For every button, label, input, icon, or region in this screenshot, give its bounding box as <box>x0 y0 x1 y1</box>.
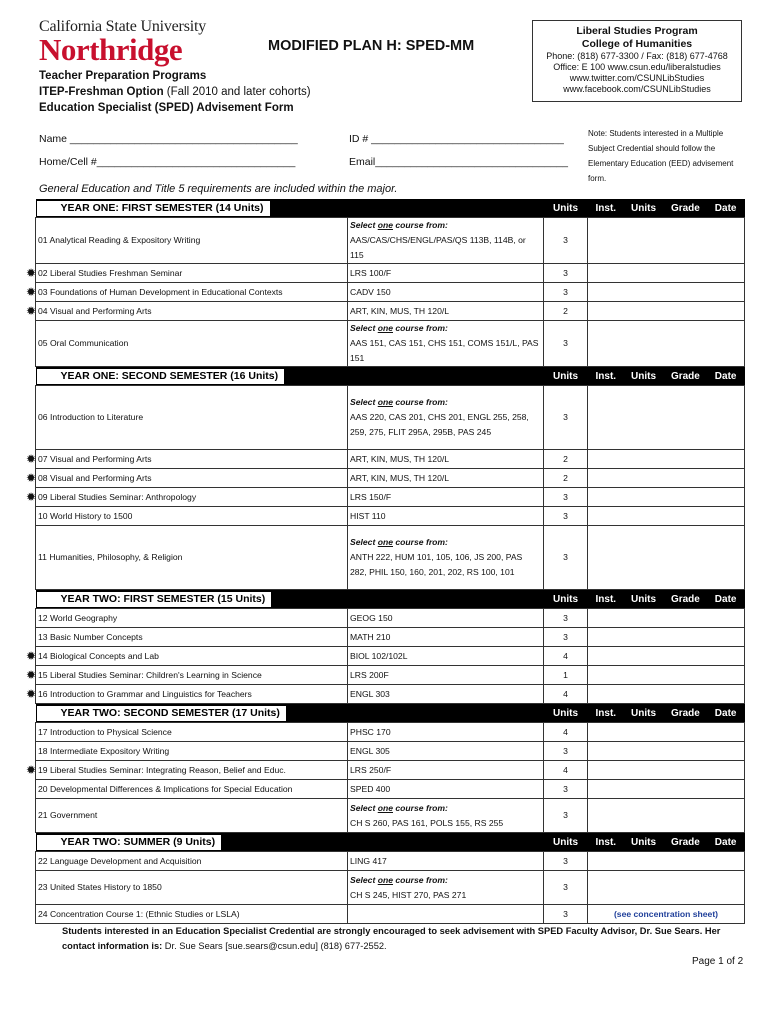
course-area-name: Analytical Reading & Expository Writing <box>49 235 201 245</box>
course-options <box>348 685 544 704</box>
course-number: 23 <box>38 882 48 892</box>
course-options <box>348 647 544 666</box>
units-value: 4 <box>544 761 588 780</box>
record-cell[interactable] <box>588 871 745 905</box>
course-options <box>348 386 544 450</box>
course-options <box>348 905 544 924</box>
units-value: 3 <box>544 321 588 367</box>
course-options <box>348 526 544 590</box>
table-row <box>36 647 745 666</box>
course-list: ART, KIN, MUS, TH 120/L <box>350 453 450 464</box>
inst-header: Inst. <box>595 370 617 382</box>
course-area-name: Visual and Performing Arts <box>49 305 152 316</box>
units-value: 2 <box>544 469 588 488</box>
course-area-name: Basic Number Concepts <box>49 631 143 642</box>
table-row <box>36 386 745 450</box>
course-number: 01 <box>38 235 48 245</box>
units2-header: Units <box>631 707 656 719</box>
units-header: Units <box>544 367 588 386</box>
program-info-box <box>532 20 742 102</box>
course-list: AAS 220, CAS 201, CHS 201, ENGL 255, 258, 259, 275, FLIT 295A, 295B, PAS 245 <box>350 412 529 437</box>
course-number: 04 <box>38 305 48 316</box>
units-value: 3 <box>544 488 588 507</box>
required-star-icon: ✹ <box>26 489 37 504</box>
course-options <box>348 283 544 302</box>
record-cell[interactable] <box>588 647 745 666</box>
record-cell[interactable] <box>588 666 745 685</box>
course-list: LRS 250/F <box>350 764 392 775</box>
required-star-icon: ✹ <box>26 648 37 663</box>
semester-header <box>36 199 745 218</box>
eed-note: Note: Students interested in a Multiple Subject Credential should follow the Elementary Education (EED) advisement form. <box>588 129 734 183</box>
course-plan-table <box>26 199 745 924</box>
record-cell[interactable] <box>588 218 745 264</box>
course-number: 09 <box>38 491 48 502</box>
units-value: 3 <box>544 799 588 833</box>
units-value: 2 <box>544 450 588 469</box>
table-row <box>36 450 745 469</box>
table-row <box>36 469 745 488</box>
course-number: 06 <box>38 412 48 422</box>
table-row <box>36 852 745 871</box>
date-header: Date <box>714 707 737 719</box>
course-number: 11 <box>38 552 47 562</box>
table-row <box>36 526 745 590</box>
semester-header <box>36 704 745 723</box>
course-area-name: Visual and Performing Arts <box>49 472 152 483</box>
units-value: 4 <box>544 685 588 704</box>
course-area-name: Liberal Studies Seminar: Anthropology <box>49 491 197 502</box>
record-cell[interactable] <box>588 488 745 507</box>
course-number: 20 <box>38 783 48 794</box>
course-options <box>348 871 544 905</box>
course-area-name: Foundations of Human Development in Educational Contexts <box>49 286 283 297</box>
course-options <box>348 609 544 628</box>
course-area-name: Oral Communication <box>49 338 129 348</box>
units-value: 3 <box>544 628 588 647</box>
units2-header: Units <box>631 202 656 214</box>
course-number: 03 <box>38 286 48 297</box>
units-value: 3 <box>544 283 588 302</box>
cohorts: (Fall 2010 and later cohorts) <box>163 86 311 98</box>
units2-header: Units <box>631 370 656 382</box>
record-cell[interactable] <box>588 852 745 871</box>
course-area-name: Intermediate Expository Writing <box>49 745 170 756</box>
units-value: 3 <box>544 386 588 450</box>
select-one-label: Select one course from: <box>350 220 448 230</box>
table-row <box>36 742 745 761</box>
course-area-name: Liberal Studies Freshman Seminar <box>49 267 183 278</box>
college-name: College of Humanities <box>581 38 693 50</box>
grade-header: Grade <box>670 202 700 214</box>
plan-title: MODIFIED PLAN H: SPED-MM <box>268 38 475 54</box>
record-cell[interactable] <box>588 450 745 469</box>
table-row <box>36 871 745 905</box>
required-star-icon: ✹ <box>26 667 37 682</box>
record-cell[interactable] <box>588 628 745 647</box>
units-value: 3 <box>544 780 588 799</box>
program-name: Liberal Studies Program <box>576 25 698 37</box>
semester-title: YEAR TWO: FIRST SEMESTER (15 Units) <box>36 591 273 608</box>
course-area-name: Liberal Studies Seminar: Children's Learning in Science <box>49 669 262 680</box>
course-number: 21 <box>38 810 48 820</box>
advisor-contact: Dr. Sue Sears [sue.sears@csun.edu] (818) 677-2552. <box>162 941 387 951</box>
record-cell[interactable] <box>588 283 745 302</box>
required-star-icon: ✹ <box>26 686 37 701</box>
course-options <box>348 264 544 283</box>
record-cell[interactable] <box>588 723 745 742</box>
program-line-2 <box>39 86 311 98</box>
date-header: Date <box>714 593 737 605</box>
facebook-link[interactable]: www.facebook.com/CSUNLibStudies <box>563 84 711 94</box>
course-options <box>348 302 544 321</box>
university-name: California State University <box>39 18 207 35</box>
table-row <box>36 609 745 628</box>
course-number: 02 <box>38 267 48 278</box>
table-row <box>36 302 745 321</box>
course-number: 12 <box>38 612 48 623</box>
course-list: GEOG 150 <box>350 612 393 623</box>
course-list: AAS 151, CAS 151, CHS 151, COMS 151/L, PAS 151 <box>350 338 539 363</box>
course-number: 16 <box>38 688 48 699</box>
table-row <box>36 799 745 833</box>
table-row <box>36 218 745 264</box>
course-number: 22 <box>38 855 48 866</box>
course-options <box>348 488 544 507</box>
units2-header: Units <box>631 593 656 605</box>
units-value: 3 <box>544 526 588 590</box>
course-options <box>348 321 544 367</box>
units-header: Units <box>544 704 588 723</box>
course-options <box>348 507 544 526</box>
course-options <box>348 742 544 761</box>
required-star-icon: ✹ <box>26 451 37 466</box>
units-value: 3 <box>544 905 588 924</box>
required-star-icon: ✹ <box>26 762 37 777</box>
course-list: CH S 245, HIST 270, PAS 271 <box>350 889 467 900</box>
record-cell[interactable] <box>588 780 745 799</box>
inst-header: Inst. <box>595 707 617 719</box>
units-value: 1 <box>544 666 588 685</box>
course-area-name: Biological Concepts and Lab <box>49 650 159 661</box>
gened-note: General Education and Title 5 requirements are included within the major. <box>39 183 398 195</box>
course-area-name: Introduction to Physical Science <box>49 726 172 737</box>
table-row <box>36 283 745 302</box>
course-list: CADV 150 <box>350 286 391 297</box>
itep-option: ITEP-Freshman Option <box>39 86 164 98</box>
units-value: 3 <box>544 852 588 871</box>
course-area-name: Language Development and Acquisition <box>49 855 202 866</box>
record-cell[interactable] <box>588 469 745 488</box>
inst-header: Inst. <box>595 593 617 605</box>
campus-logo: Northridge <box>39 32 183 67</box>
units-value: 3 <box>544 507 588 526</box>
select-one-label: Select one course from: <box>350 537 448 547</box>
home-cell-field[interactable]: Home/Cell #__________________________________ <box>39 156 296 168</box>
course-options <box>348 852 544 871</box>
course-number: 14 <box>38 650 48 661</box>
units-value: 3 <box>544 218 588 264</box>
course-area-name: Concentration Course 1: (Ethnic Studies or LSLA) <box>49 908 240 919</box>
program-line-1: Teacher Preparation Programs <box>39 70 207 82</box>
table-row <box>36 488 745 507</box>
select-one-label: Select one course from: <box>350 874 448 885</box>
record-cell[interactable] <box>588 264 745 283</box>
page-number: Page 1 of 2 <box>692 956 744 967</box>
course-list: LRS 150/F <box>350 491 392 502</box>
concentration-sheet-note: (see concentration sheet) <box>588 905 745 924</box>
course-list: LRS 100/F <box>350 267 392 278</box>
table-row <box>36 685 745 704</box>
select-one-label: Select one course from: <box>350 802 448 813</box>
course-list: ART, KIN, MUS, TH 120/L <box>350 472 450 483</box>
required-star-icon: ✹ <box>26 265 37 280</box>
course-area-name: World Geography <box>49 612 118 623</box>
table-row <box>36 780 745 799</box>
course-list: HIST 110 <box>350 510 386 521</box>
course-area-name: United States History to 1850 <box>49 882 162 892</box>
course-number: 05 <box>38 338 48 348</box>
course-list: ANTH 222, HUM 101, 105, 106, JS 200, PAS 282, PHIL 150, 160, 201, 202, RS 100, 101 <box>350 552 523 577</box>
course-options <box>348 218 544 264</box>
units-value: 3 <box>544 742 588 761</box>
course-area-name: Liberal Studies Seminar: Integrating Reason, Belief and Educ. <box>49 764 286 775</box>
course-number: 19 <box>38 764 48 775</box>
semester-title: YEAR TWO: SECOND SEMESTER (17 Units) <box>36 705 287 722</box>
course-list: ENGL 305 <box>350 745 390 756</box>
office-website: Office: E 100 www.csun.edu/liberalstudies <box>553 62 721 72</box>
required-star-icon: ✹ <box>26 284 37 299</box>
course-list: AAS/CAS/CHS/ENGL/PAS/QS 113B, 114B, or 115 <box>350 235 526 260</box>
semester-title: YEAR ONE: SECOND SEMESTER (16 Units) <box>36 368 286 385</box>
course-options <box>348 780 544 799</box>
select-one-label: Select one course from: <box>350 323 448 333</box>
table-row <box>36 723 745 742</box>
course-number: 07 <box>38 453 48 464</box>
course-area-name: World History to 1500 <box>49 510 133 521</box>
id-field[interactable]: ID # _________________________________ <box>349 133 564 145</box>
course-number: 13 <box>38 631 48 642</box>
table-row <box>36 628 745 647</box>
course-number: 18 <box>38 745 48 756</box>
course-list: MATH 210 <box>350 631 391 642</box>
units-value: 2 <box>544 302 588 321</box>
units-header: Units <box>544 833 588 852</box>
record-cell[interactable] <box>588 526 745 590</box>
record-cell[interactable] <box>588 799 745 833</box>
units-value: 3 <box>544 264 588 283</box>
course-list: BIOL 102/102L <box>350 650 408 661</box>
grade-header: Grade <box>670 836 700 848</box>
inst-header: Inst. <box>595 202 617 214</box>
units-value: 3 <box>544 609 588 628</box>
grade-header: Grade <box>670 370 700 382</box>
course-number: 10 <box>38 510 48 521</box>
record-cell[interactable] <box>588 609 745 628</box>
course-options <box>348 799 544 833</box>
table-row <box>36 905 745 924</box>
course-number: 24 <box>38 908 48 919</box>
course-options <box>348 450 544 469</box>
inst-header: Inst. <box>595 836 617 848</box>
units-header: Units <box>544 590 588 609</box>
date-header: Date <box>714 370 737 382</box>
table-row <box>36 264 745 283</box>
units-header: Units <box>544 199 588 218</box>
course-area-name: Developmental Differences & Implications for Special Education <box>49 783 293 794</box>
record-cell[interactable] <box>588 386 745 450</box>
grade-header: Grade <box>670 593 700 605</box>
course-list: SPED 400 <box>350 783 391 794</box>
record-cell[interactable] <box>588 302 745 321</box>
course-number: 08 <box>38 472 48 483</box>
course-area-name: Government <box>49 810 98 820</box>
units2-header: Units <box>631 836 656 848</box>
course-list: LRS 200F <box>350 669 389 680</box>
course-list: CH S 260, PAS 161, POLS 155, RS 255 <box>350 817 504 828</box>
record-cell[interactable] <box>588 685 745 704</box>
course-options <box>348 469 544 488</box>
course-options <box>348 666 544 685</box>
record-cell[interactable] <box>588 742 745 761</box>
semester-title: YEAR ONE: FIRST SEMESTER (14 Units) <box>36 200 271 217</box>
course-area-name: Visual and Performing Arts <box>49 453 152 464</box>
footer-text: Students interested in an Education Specialist Credential are strongly encouraged to seek advisement with SPED Faculty Advisor, Dr. Sue Sears. Her contact information is: <box>62 926 721 951</box>
phone-fax: Phone: (818) 677-3300 / Fax: (818) 677-4768 <box>546 51 728 61</box>
date-header: Date <box>714 202 737 214</box>
record-cell[interactable] <box>588 761 745 780</box>
table-row <box>36 666 745 685</box>
select-one-label: Select one course from: <box>350 397 448 407</box>
record-cell[interactable] <box>588 321 745 367</box>
required-star-icon: ✹ <box>26 470 37 485</box>
semester-header <box>36 833 745 852</box>
semester-title: YEAR TWO: SUMMER (9 Units) <box>36 834 223 851</box>
course-options <box>348 723 544 742</box>
course-list: ART, KIN, MUS, TH 120/L <box>350 305 450 316</box>
course-options <box>348 761 544 780</box>
twitter-link[interactable]: www.twitter.com/CSUNLibStudies <box>569 73 705 83</box>
course-area-name: Introduction to Grammar and Linguistics for Teachers <box>49 688 252 699</box>
course-list: ENGL 303 <box>350 688 390 699</box>
email-field[interactable]: Email_________________________________ <box>349 156 568 168</box>
course-number: 15 <box>38 669 48 680</box>
table-row <box>36 761 745 780</box>
form-title: Education Specialist (SPED) Advisement Form <box>39 102 294 114</box>
semester-header <box>36 590 745 609</box>
grade-header: Grade <box>670 707 700 719</box>
course-area-name: Introduction to Literature <box>49 412 144 422</box>
required-star-icon: ✹ <box>26 303 37 318</box>
table-row <box>36 321 745 367</box>
course-list: LING 417 <box>350 855 387 866</box>
semester-header <box>36 367 745 386</box>
units-value: 3 <box>544 871 588 905</box>
units-value: 4 <box>544 723 588 742</box>
date-header: Date <box>714 836 737 848</box>
course-list: PHSC 170 <box>350 726 391 737</box>
record-cell[interactable] <box>588 507 745 526</box>
units-value: 4 <box>544 647 588 666</box>
table-row <box>36 507 745 526</box>
course-number: 17 <box>38 726 48 737</box>
course-area-name: Humanities, Philosophy, & Religion <box>49 552 183 562</box>
name-field[interactable]: Name _______________________________________ <box>39 133 298 145</box>
footer-note <box>62 924 742 954</box>
course-options <box>348 628 544 647</box>
